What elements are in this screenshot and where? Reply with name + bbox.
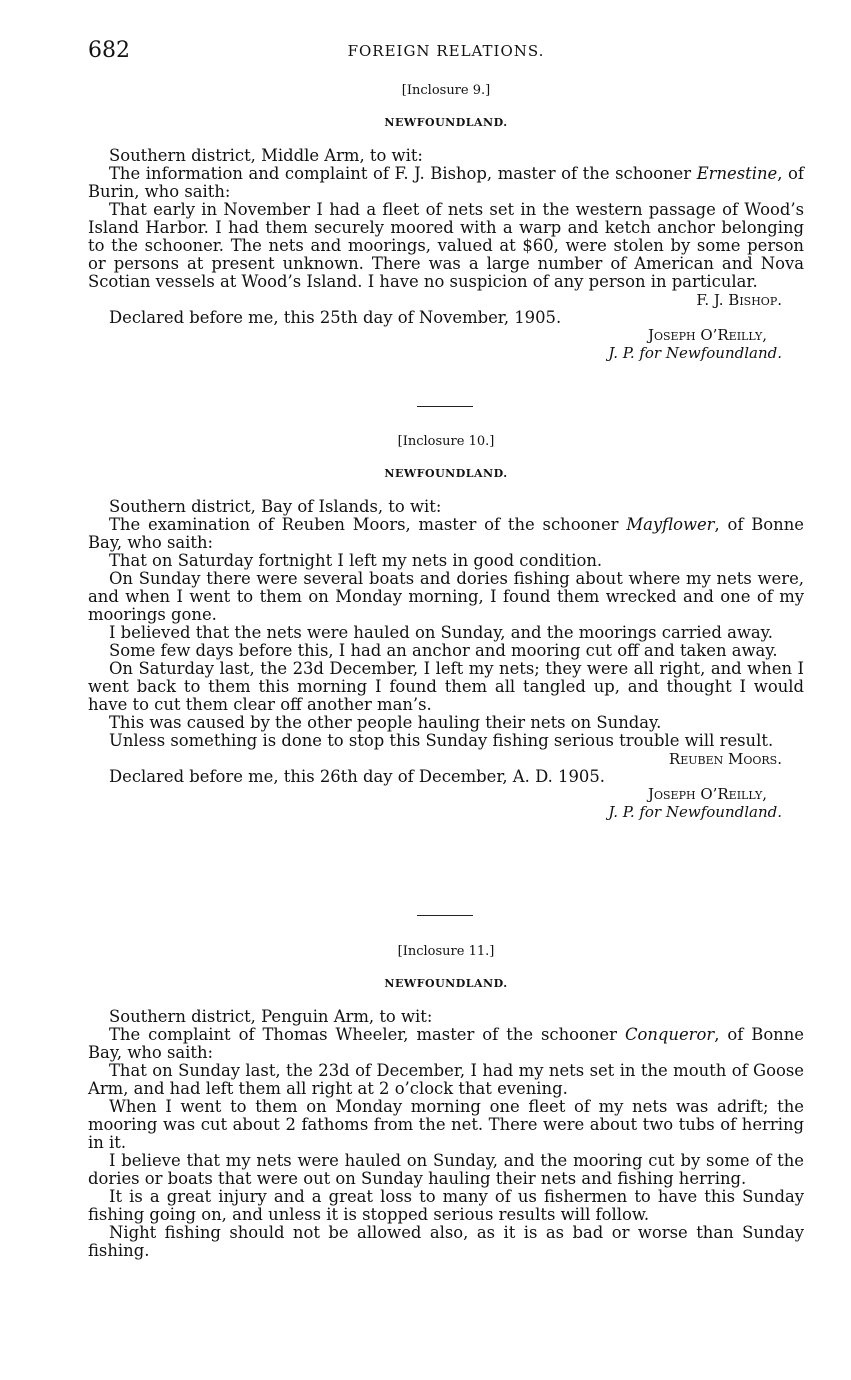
inclosure-11 xyxy=(88,944,804,1260)
page-header xyxy=(88,38,804,66)
statement-paragraph: On Sunday there were several boats and dories fishing about where my nets were, and when I went to them on Monday morning, I found them wrecked and one of my moorings gone. xyxy=(88,569,804,624)
intro-paragraph: The complaint of Thomas Wheeler, master of the schooner Conqueror, of Bonne Bay, who saith: xyxy=(88,1025,804,1062)
inclosure-10 xyxy=(88,434,804,821)
running-head: FOREIGN RELATIONS. xyxy=(347,42,545,60)
section-divider xyxy=(417,406,473,407)
district-line: Southern district, Middle Arm, to wit: xyxy=(109,146,423,165)
statement-paragraph: That on Saturday fortnight I left my nets in good condition. xyxy=(109,551,603,570)
place-heading: NEWFOUNDLAND. xyxy=(384,116,508,129)
justice-name: Joseph O’Reilly, xyxy=(647,326,767,344)
justice-title: J. P. for Newfoundland. xyxy=(608,344,782,362)
vessel-name: Conqueror xyxy=(624,1025,715,1044)
statement-paragraph: Some few days before this, I had an anchor and mooring cut off and taken away. xyxy=(109,641,778,660)
statement-paragraph: On Saturday last, the 23d December, I left my nets; they were all right, and when I went back to them this morning I found them all tangled up, and thought I would have to cut them clear off another man’s. xyxy=(88,659,804,714)
signature: Reuben Moors. xyxy=(668,750,782,768)
district-line: Southern district, Bay of Islands, to wit: xyxy=(109,497,442,516)
statement-paragraph: Night fishing should not be allowed also, as it is as bad or worse than Sunday fishing. xyxy=(88,1223,804,1260)
statement-paragraph: I believe that my nets were hauled on Sunday, and the mooring cut by some of the dories or boats that were out on Sunday hauling their nets and fishing herring. xyxy=(88,1151,804,1188)
statement-paragraph: It is a great injury and a great loss to many of us fishermen to have this Sunday fishing going on, and unless it is stopped serious results will follow. xyxy=(88,1187,804,1224)
intro-paragraph: The information and complaint of F. J. Bishop, master of the schooner Ernestine, of Burin, who saith: xyxy=(88,164,804,201)
statement-paragraph: Unless something is done to stop this Sunday fishing serious trouble will result. xyxy=(109,731,774,750)
place-heading: NEWFOUNDLAND. xyxy=(384,977,508,990)
inclosure-label: [Inclosure 10.] xyxy=(397,434,495,449)
justice-title: J. P. for Newfoundland. xyxy=(608,803,782,821)
section-divider xyxy=(417,915,473,916)
statement-paragraph: This was caused by the other people hauling their nets on Sunday. xyxy=(109,713,662,732)
inclosure-label: [Inclosure 11.] xyxy=(397,944,495,959)
declaration-line: Declared before me, this 25th day of November, 1905. xyxy=(109,308,562,327)
justice-name: Joseph O’Reilly, xyxy=(647,785,767,803)
vessel-name: Ernestine xyxy=(696,164,778,183)
inclosure-label: [Inclosure 9.] xyxy=(401,83,491,98)
signature: F. J. Bishop. xyxy=(696,291,782,309)
place-heading: NEWFOUNDLAND. xyxy=(384,467,508,480)
statement-paragraph: That on Sunday last, the 23d of December, I had my nets set in the mouth of Goose Arm, and had left them all right at 2 o’clock that evening. xyxy=(88,1061,804,1098)
vessel-name: Mayflower xyxy=(626,515,715,534)
intro-paragraph: The examination of Reuben Moors, master of the schooner Mayflower, of Bonne Bay, who saith: xyxy=(88,515,804,552)
declaration-line: Declared before me, this 26th day of December, A. D. 1905. xyxy=(109,767,605,786)
page-number: 682 xyxy=(88,38,130,63)
inclosure-9 xyxy=(88,83,804,362)
statement-paragraph: That early in November I had a fleet of nets set in the western passage of Wood’s Island Harbor. I had them securely moored with a warp and ketch anchor belonging to the schooner. The nets and moorings, valued at $60, were stolen by some person or persons at present unknown. There was a large number of American and Nova Scotian vessels at Wood’s Island. I have no suspicion of any person in particular. xyxy=(88,200,804,291)
district-line: Southern district, Penguin Arm, to wit: xyxy=(109,1007,433,1026)
statement-paragraph: When I went to them on Monday morning one fleet of my nets was adrift; the mooring was cut about 2 fathoms from the net. There were about two tubs of herring in it. xyxy=(88,1097,804,1152)
statement-paragraph: I believed that the nets were hauled on Sunday, and the moorings carried away. xyxy=(109,623,773,642)
